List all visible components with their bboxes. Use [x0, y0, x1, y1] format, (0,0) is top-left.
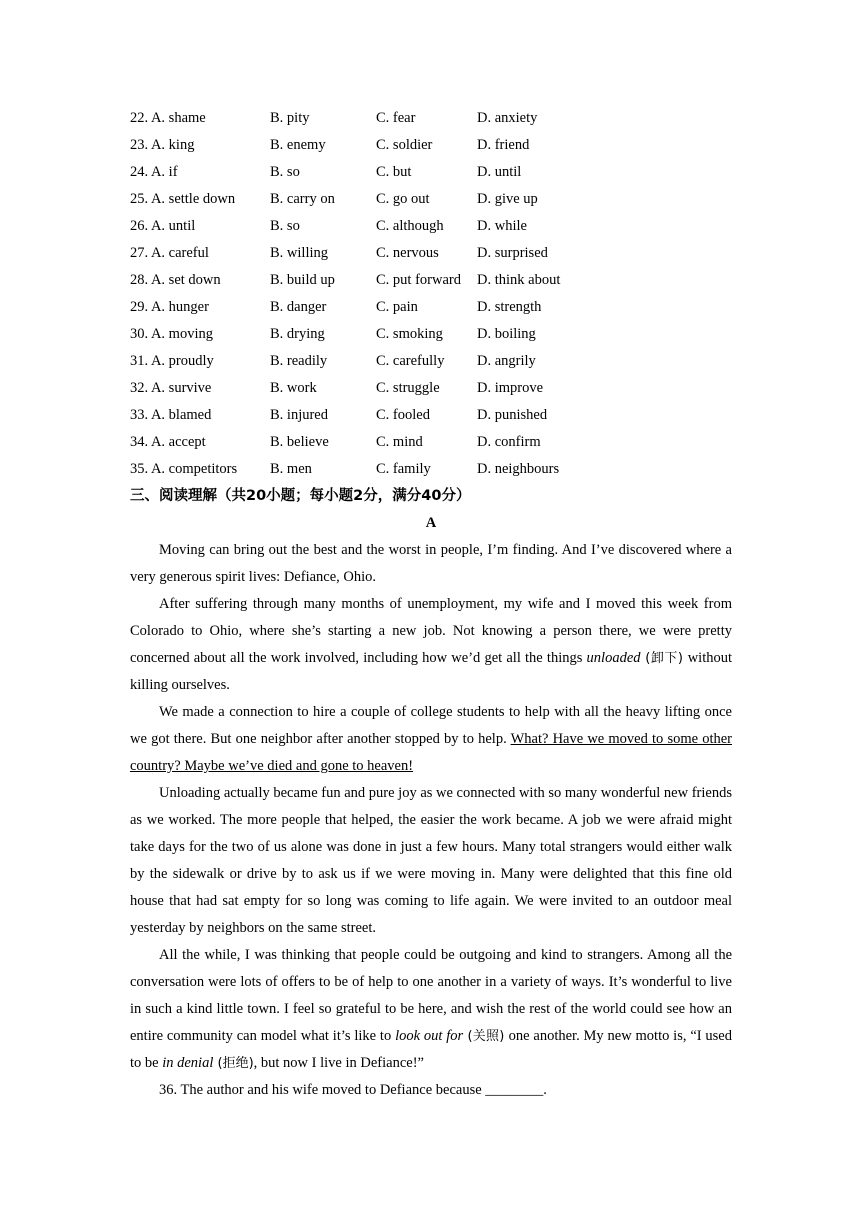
option-row — [130, 375, 750, 402]
option-d: D. think about — [477, 272, 561, 288]
option-row — [130, 105, 750, 132]
option-d: D. friend — [477, 137, 530, 153]
option-d: D. improve — [477, 380, 544, 396]
option-c: C. mind — [376, 434, 423, 450]
option-d: D. give up — [477, 191, 538, 207]
option-row — [130, 348, 750, 375]
option-c: C. struggle — [376, 380, 440, 396]
option-c: C. family — [376, 461, 431, 477]
paragraph-4: Unloading actually became fun and pure joy as we connected with so many wonderful new friends as we worked. The more people that helped, the easier the work became. A job we were afraid might take days for the two of us alone was done in just a few hours. Many total strangers would either walk by the sidewalk or drive by to ask us if we were moving in. Many were delighted that this fine old house that had sat empty for so long was coming to life again. We were invited to an outdoor meal yesterday by neighbors on the same street. — [130, 785, 732, 936]
cloze-options — [130, 105, 750, 483]
option-b: B. so — [270, 218, 300, 234]
paragraph-5-text: All the while, I was thinking that people could be outgoing and kind to strangers. Among all the conversation were lots of offers to be of help to one another in a variety of ways. It’s wonderful to live in such a kind little town. I feel so grateful to be here, and wish the rest of the world could see how an entire community can model what it’s like to — [130, 947, 732, 1044]
option-c: C. soldier — [376, 137, 433, 153]
option-b: B. work — [270, 380, 317, 396]
option-c: C. go out — [376, 191, 430, 207]
option-a: 22. A. shame — [130, 110, 206, 126]
paragraph-1: Moving can bring out the best and the worst in people, I’m finding. And I’ve discovered where a very generous spirit lives: Defiance, Ohio. — [130, 542, 732, 585]
option-c: C. although — [376, 218, 444, 234]
vocab-unloaded: unloaded — [586, 650, 641, 666]
option-c: C. pain — [376, 299, 418, 315]
option-a: 29. A. hunger — [130, 299, 209, 315]
vocab-look-out-for: look out for — [395, 1028, 464, 1044]
option-d: D. until — [477, 164, 522, 180]
option-d: D. neighbours — [477, 461, 560, 477]
paragraph-2-end: without killing ourselves. — [130, 650, 732, 693]
option-d: D. confirm — [477, 434, 541, 450]
option-row — [130, 456, 750, 483]
option-a: 32. A. survive — [130, 380, 212, 396]
gloss-look-out-for: (关照) — [463, 1029, 509, 1044]
option-b: B. willing — [270, 245, 329, 261]
option-d: D. angrily — [477, 353, 536, 369]
paragraph-2-text: After suffering through many months of unemployment, my wife and I moved this week from Colorado to Ohio, where she’s starting a new job. Not knowing a person there, we were pretty concerned about all the work involved, including how we’d get all the things — [130, 596, 732, 666]
option-a: 26. A. until — [130, 218, 196, 234]
paragraph-5 — [130, 942, 732, 1077]
paragraph-5-mid: one another. My new motto is, “I used to be — [130, 1028, 732, 1071]
option-row — [130, 186, 750, 213]
option-d: D. while — [477, 218, 527, 234]
option-a: 34. A. accept — [130, 434, 206, 450]
option-b: B. believe — [270, 434, 329, 450]
option-a: 27. A. careful — [130, 245, 209, 261]
option-b: B. readily — [270, 353, 328, 369]
question-36: 36. The author and his wife moved to Defiance because ________. — [159, 1082, 547, 1098]
option-a: 31. A. proudly — [130, 353, 214, 369]
option-a: 30. A. moving — [130, 326, 213, 342]
option-a: 33. A. blamed — [130, 407, 212, 423]
option-row — [130, 429, 750, 456]
option-d: D. anxiety — [477, 110, 538, 126]
option-b: B. drying — [270, 326, 325, 342]
gloss-unloaded: (卸下) — [640, 651, 688, 666]
option-row — [130, 321, 750, 348]
option-row — [130, 240, 750, 267]
option-c: C. nervous — [376, 245, 439, 261]
paragraph-5-end: , but now I live in Defiance!” — [253, 1055, 424, 1071]
option-c: C. carefully — [376, 353, 445, 369]
option-c: C. fear — [376, 110, 416, 126]
option-c: C. but — [376, 164, 412, 180]
option-b: B. enemy — [270, 137, 326, 153]
paragraph-3 — [130, 699, 732, 780]
option-row — [130, 132, 750, 159]
gloss-in-denial: (拒绝) — [213, 1056, 254, 1071]
passage-body — [130, 537, 732, 1104]
vocab-in-denial: in denial — [162, 1055, 214, 1071]
option-d: D. punished — [477, 407, 548, 423]
option-b: B. so — [270, 164, 300, 180]
option-row — [130, 213, 750, 240]
option-c: C. fooled — [376, 407, 430, 423]
option-d: D. boiling — [477, 326, 536, 342]
option-a: 24. A. if — [130, 164, 178, 180]
paragraph-3-text: We made a connection to hire a couple of college students to help with all the heavy lifting once we got there. But one neighbor after another stopped by to help. — [130, 704, 732, 747]
option-row — [130, 159, 750, 186]
option-d: D. strength — [477, 299, 542, 315]
option-a: 25. A. settle down — [130, 191, 236, 207]
option-c: C. smoking — [376, 326, 443, 342]
option-row — [130, 402, 750, 429]
option-b: B. danger — [270, 299, 327, 315]
passage-title: A — [425, 515, 437, 531]
option-a: 23. A. king — [130, 137, 195, 153]
section-heading: 三、阅读理解（共20小题；每小题2分，满分40分） — [130, 488, 471, 504]
underlined-sentence: What? Have we moved to some other country? Maybe we’ve died and gone to heaven! — [130, 731, 733, 774]
option-b: B. build up — [270, 272, 335, 288]
option-d: D. surprised — [477, 245, 548, 261]
paragraph-2 — [130, 591, 732, 699]
option-row — [130, 267, 750, 294]
option-a: 35. A. competitors — [130, 461, 238, 477]
option-b: B. pity — [270, 110, 310, 126]
option-b: B. carry on — [270, 191, 335, 207]
option-a: 28. A. set down — [130, 272, 221, 288]
option-b: B. men — [270, 461, 312, 477]
option-c: C. put forward — [376, 272, 461, 288]
option-row — [130, 294, 750, 321]
option-b: B. injured — [270, 407, 328, 423]
